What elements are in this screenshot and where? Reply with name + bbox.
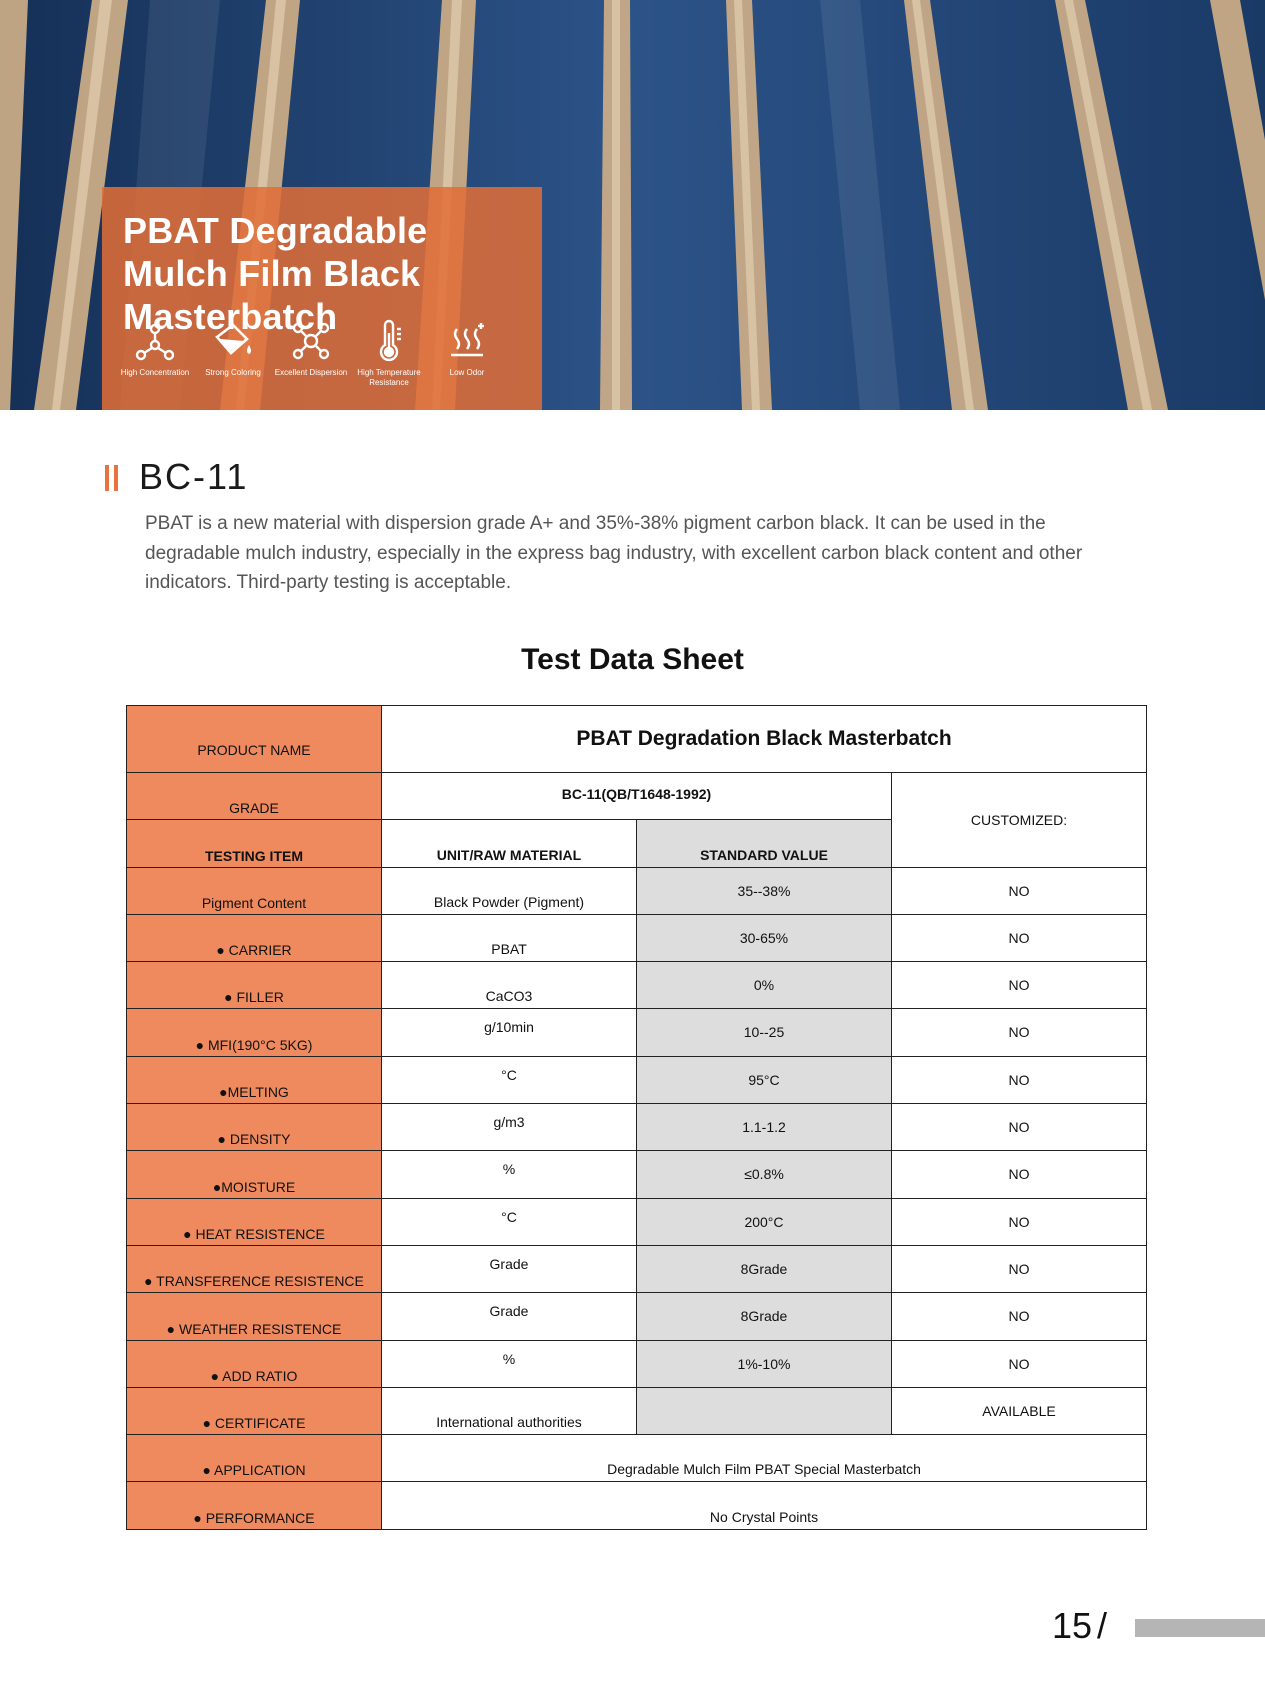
testing-item-cell: ● WEATHER RESISTENCE (127, 1293, 382, 1340)
table-row (127, 1245, 1147, 1292)
testing-item-cell: ● DENSITY (127, 1104, 382, 1151)
grade-value: BC-11(QB/T1648-1992) (382, 773, 892, 820)
product-name-label: PRODUCT NAME (127, 706, 382, 773)
testing-item-cell: ● CERTIFICATE (127, 1387, 382, 1434)
standard-value-cell: 10--25 (637, 1009, 892, 1056)
unit-cell: °C (382, 1198, 637, 1245)
feature-high-temperature-resistance (350, 319, 428, 388)
customized-value-cell: NO (892, 867, 1147, 914)
table-row (127, 914, 1147, 961)
standard-value-cell: 8Grade (637, 1293, 892, 1340)
table-row (127, 1293, 1147, 1340)
unit-cell: % (382, 1340, 637, 1387)
unit-header: UNIT/RAW MATERIAL (382, 820, 637, 867)
standard-value-cell: 30-65% (637, 914, 892, 961)
table-row (127, 867, 1147, 914)
standard-value-cell: 8Grade (637, 1245, 892, 1292)
testing-item-cell: ● ADD RATIO (127, 1340, 382, 1387)
testing-item-cell: Pigment Content (127, 867, 382, 914)
feature-strong-coloring (194, 319, 272, 388)
unit-cell: % (382, 1151, 637, 1198)
feature-low-odor (428, 319, 506, 388)
test-data-table (126, 705, 1147, 1530)
molecule-icon (133, 319, 177, 363)
product-code: BC-11 (139, 456, 249, 497)
table-row (127, 1435, 1147, 1482)
table-row (127, 1340, 1147, 1387)
feature-label: Excellent Dispersion (274, 368, 348, 377)
performance-value: No Crystal Points (382, 1482, 1147, 1529)
table-row (127, 1056, 1147, 1103)
customized-value-cell: NO (892, 1056, 1147, 1103)
unit-cell: PBAT (382, 914, 637, 961)
feature-label: High Concentration (120, 368, 190, 377)
feature-excellent-dispersion (272, 319, 350, 388)
table-row (127, 1151, 1147, 1198)
testing-item-cell: ●MOISTURE (127, 1151, 382, 1198)
feature-label: Strong Coloring (205, 368, 261, 377)
feature-label: High Temperature Resistance (357, 368, 421, 387)
standard-value-cell: 1%-10% (637, 1340, 892, 1387)
heat-waves-icon (445, 319, 489, 363)
page-number: 15 (1052, 1605, 1093, 1646)
thermometer-icon (367, 319, 411, 363)
hero-title-card (102, 187, 542, 410)
hero-banner (0, 0, 1265, 410)
performance-label: ● PERFORMANCE (127, 1482, 382, 1529)
testing-item-cell: ● FILLER (127, 962, 382, 1009)
customized-value-cell: NO (892, 1198, 1147, 1245)
testing-item-cell: ● CARRIER (127, 914, 382, 961)
standard-value-cell: 1.1-1.2 (637, 1104, 892, 1151)
standard-value-cell: 35--38% (637, 867, 892, 914)
customized-value-cell: NO (892, 1151, 1147, 1198)
customized-value-cell: NO (892, 1293, 1147, 1340)
grade-label: GRADE (127, 773, 382, 820)
unit-cell: g/10min (382, 1009, 637, 1056)
standard-value-cell: ≤0.8% (637, 1151, 892, 1198)
customized-value-cell: NO (892, 1009, 1147, 1056)
standard-value-cell: 0% (637, 962, 892, 1009)
product-description: PBAT is a new material with dispersion grade A+ and 35%-38% pigment carbon black. It can be used in the degradable mulch industry, especially in the express bag industry, with excellent carbon black content and other indicators. Third-party testing is acceptable. (145, 513, 1083, 593)
feature-high-concentration (116, 319, 194, 388)
customized-value-cell: NO (892, 914, 1147, 961)
sheet-title: Test Data Sheet (521, 643, 744, 676)
table-row (127, 1009, 1147, 1056)
hero-title: PBAT Degradable Mulch Film Black Masterbatch (123, 210, 428, 337)
standard-value-cell: 95°C (637, 1056, 892, 1103)
unit-cell: Grade (382, 1245, 637, 1292)
customized-value-cell: NO (892, 1340, 1147, 1387)
table-row (127, 1104, 1147, 1151)
unit-cell: °C (382, 1056, 637, 1103)
testing-item-cell: ●MELTING (127, 1056, 382, 1103)
table-row (127, 1482, 1147, 1529)
unit-cell: CaCO3 (382, 962, 637, 1009)
testing-item-cell: ● MFI(190°C 5KG) (127, 1009, 382, 1056)
feature-list (116, 319, 506, 388)
table-row (127, 773, 1147, 820)
application-value: Degradable Mulch Film PBAT Special Masterbatch (382, 1435, 1147, 1482)
customized-value-cell: NO (892, 1245, 1147, 1292)
paint-bucket-icon (211, 319, 255, 363)
customized-cell: CUSTOMIZED: (892, 773, 1147, 868)
customized-value-cell: AVAILABLE (892, 1387, 1147, 1434)
table-row (127, 1198, 1147, 1245)
standard-header: STANDARD VALUE (637, 820, 892, 867)
page-separator: / (1097, 1605, 1108, 1646)
network-icon (289, 319, 333, 363)
application-label: ● APPLICATION (127, 1435, 382, 1482)
unit-cell: g/m3 (382, 1104, 637, 1151)
unit-cell: International authorities (382, 1387, 637, 1434)
table-row (127, 706, 1147, 773)
table-row (127, 1387, 1147, 1434)
feature-label: Low Odor (449, 368, 485, 377)
standard-value-cell: 200°C (637, 1198, 892, 1245)
customized-value-cell: NO (892, 962, 1147, 1009)
standard-value-cell (637, 1387, 892, 1434)
unit-cell: Grade (382, 1293, 637, 1340)
testing-item-cell: ● TRANSFERENCE RESISTENCE (127, 1245, 382, 1292)
testing-item-label: TESTING ITEM (127, 820, 382, 867)
section-marker (105, 465, 121, 491)
testing-item-cell: ● HEAT RESISTENCE (127, 1198, 382, 1245)
customized-value-cell: NO (892, 1104, 1147, 1151)
product-name-value: PBAT Degradation Black Masterbatch (382, 706, 1147, 773)
table-row (127, 962, 1147, 1009)
footer-bar (1135, 1619, 1265, 1637)
unit-cell: Black Powder (Pigment) (382, 867, 637, 914)
